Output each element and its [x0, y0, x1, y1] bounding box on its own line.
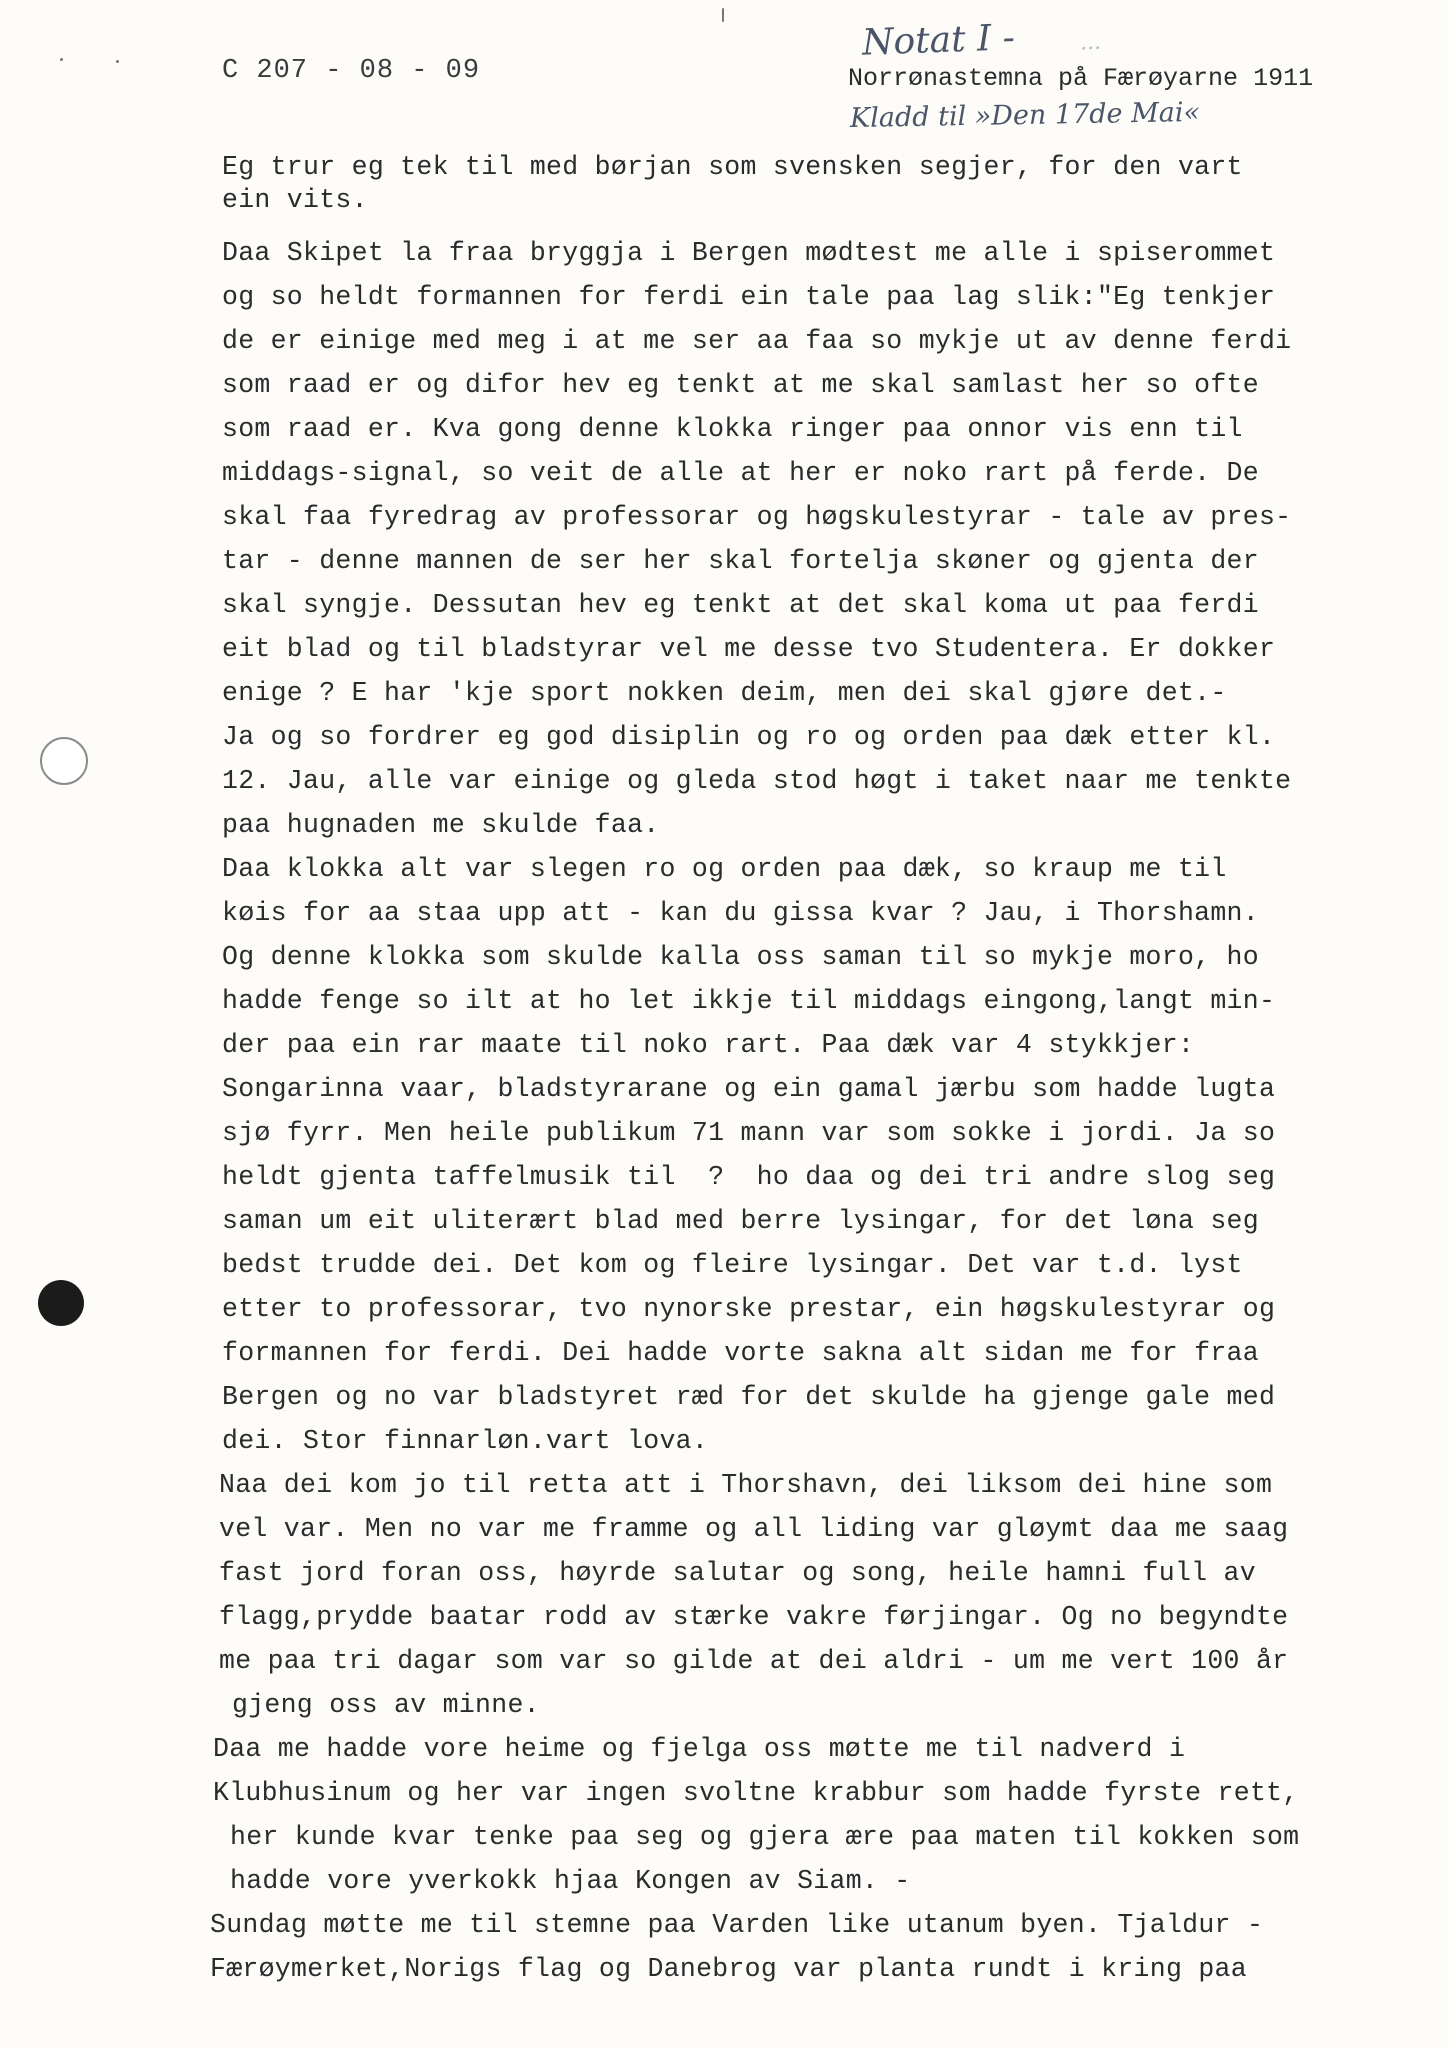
body-line: me paa tri dagar som var so gilde at dei aldri - um me vert 100 år — [219, 1646, 1289, 1676]
body-line: Daa Skipet la fraa bryggja i Bergen mødtest me alle i spiserommet — [222, 238, 1276, 268]
body-line: Daa klokka alt var slegen ro og orden paa dæk, so kraup me til — [222, 854, 1227, 884]
body-line: hadde fenge so ilt at ho let ikkje til middags eingong,langt min- — [222, 986, 1276, 1016]
body-line: Og denne klokka som skulde kalla oss saman til so mykje moro, ho — [222, 942, 1259, 972]
body-line: Songarinna vaar, bladstyrarane og ein gamal jærbu som hadde lugta — [222, 1074, 1276, 1104]
body-line: saman um eit uliterært blad med berre lysingar, for det løna seg — [222, 1206, 1259, 1236]
body-line: Sundag møtte me til stemne paa Varden like utanum byen. Tjaldur - — [210, 1910, 1264, 1940]
body-line: her kunde kvar tenke paa seg og gjera ære paa maten til kokken som — [230, 1822, 1300, 1852]
body-line: dei. Stor finnarløn.vart lova. — [222, 1426, 709, 1456]
body-line: enige ? E har 'kje sport nokken deim, men dei skal gjøre det.- — [222, 678, 1227, 708]
body-line: sjø fyrr. Men heile publikum 71 mann var som sokke i jordi. Ja so — [222, 1118, 1276, 1148]
body-line: og so heldt formannen for ferdi ein tale paa lag slik:"Eg tenkjer — [222, 282, 1276, 312]
document-title: Norrønastemna på Færøyarne 1911 — [848, 64, 1314, 93]
body-line: Ja og so fordrer eg god disiplin og ro og orden paa dæk etter kl. — [222, 722, 1276, 752]
body-line: skal faa fyredrag av professorar og høgskulestyrar - tale av pres- — [222, 502, 1292, 532]
body-line: Klubhusinum og her var ingen svoltne krabbur som hadde fyrste rett, — [213, 1778, 1299, 1808]
body-line: hadde vore yverkokk hjaa Kongen av Siam. - — [230, 1866, 911, 1896]
body-line: bedst trudde dei. Det kom og fleire lysingar. Det var t.d. lyst — [222, 1250, 1243, 1280]
body-line: formannen for ferdi. Dei hadde vorte sakna alt sidan me for fraa — [222, 1338, 1259, 1368]
body-line: etter to professorar, tvo nynorske prestar, ein høgskulestyrar og — [222, 1294, 1276, 1324]
body-line: eit blad og til bladstyrar vel me desse tvo Studentera. Er dokker — [222, 634, 1276, 664]
handwritten-draft-note: Kladd til »Den 17de Mai« — [849, 96, 1201, 135]
body-line: skal syngje. Dessutan hev eg tenkt at det skal koma ut paa ferdi — [222, 590, 1259, 620]
handwritten-note: Notat I - — [861, 17, 1016, 64]
body-line: som raad er og difor hev eg tenkt at me skal samlast her so ofte — [222, 370, 1259, 400]
punch-hole-filled-icon — [38, 1280, 84, 1326]
body-line: middags-signal, so veit de alle at her er noko rart på ferde. De — [222, 458, 1259, 488]
body-line: tar - denne mannen de ser her skal fortelja skøner og gjenta der — [222, 546, 1259, 576]
body-line: gjeng oss av minne. — [232, 1690, 540, 1720]
body-line: der paa ein rar maate til noko rart. Paa dæk var 4 stykkjer: — [222, 1030, 1195, 1060]
paper-mark — [722, 8, 724, 22]
punch-hole-icon — [40, 737, 88, 785]
paper-speck — [60, 58, 63, 61]
body-line: 12. Jau, alle var einige og gleda stod høgt i taket naar me tenkte — [222, 766, 1292, 796]
body-line: flagg,prydde baatar rodd av stærke vakre førjingar. Og no begyndte — [219, 1602, 1289, 1632]
body-line: som raad er. Kva gong denne klokka ringer paa onnor vis enn til — [222, 414, 1243, 444]
body-line: Eg trur eg tek til med børjan som svensken segjer, for den vart — [222, 152, 1243, 182]
handwritten-faint-note: ... — [1079, 29, 1102, 56]
body-line: Bergen og no var bladstyret ræd for det skulde ha gjenge gale med — [222, 1382, 1276, 1412]
body-line: heldt gjenta taffelmusik til ? ho daa og dei tri andre slog seg — [222, 1162, 1276, 1192]
body-line: Daa me hadde vore heime og fjelga oss møtte me til nadverd i — [213, 1734, 1186, 1764]
body-line: ein vits. — [222, 185, 368, 215]
body-line: Naa dei kom jo til retta att i Thorshavn, dei liksom dei hine som — [219, 1470, 1273, 1500]
body-line: Færøymerket,Norigs flag og Danebrog var planta rundt i kring paa — [210, 1954, 1247, 1984]
body-line: fast jord foran oss, høyrde salutar og song, heile hamni full av — [219, 1558, 1256, 1588]
body-line: paa hugnaden me skulde faa. — [222, 810, 660, 840]
body-line: køis for aa staa upp att - kan du gissa kvar ? Jau, i Thorshamn. — [222, 898, 1259, 928]
body-line: vel var. Men no var me framme og all liding var gløymt daa me saag — [219, 1514, 1289, 1544]
body-line: de er einige med meg i at me ser aa faa so mykje ut av denne ferdi — [222, 326, 1292, 356]
paper-speck — [116, 60, 119, 63]
document-number: C 207 - 08 - 09 — [222, 56, 481, 86]
